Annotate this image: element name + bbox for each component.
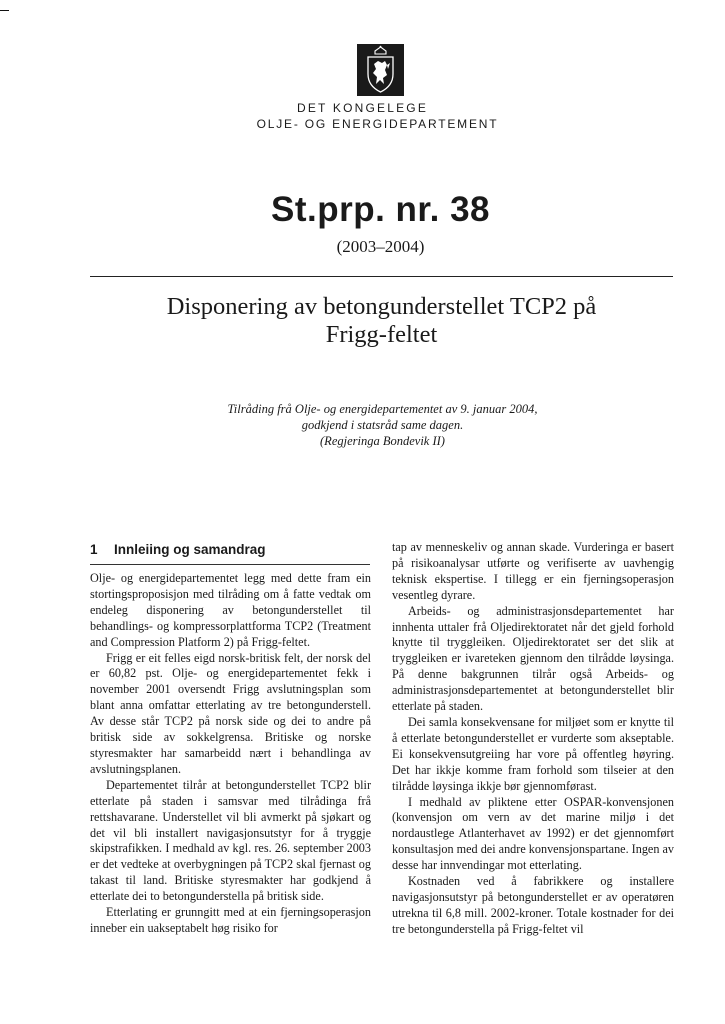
subject-line-2: Frigg-feltet bbox=[325, 321, 438, 348]
document-years: (2003–2004) bbox=[336, 237, 425, 256]
paragraph: tap av menneskeliv og annan skade. Vurderinga er basert på risikoanalysar utførte og verifiserte av uavhengig teknisk ekspertise. I tillegg er ein fjerningsoperasjon vesentleg dyrare. bbox=[392, 540, 674, 602]
section-title: Innleiing og samandrag bbox=[114, 542, 266, 557]
approval-line-2: godkjend i statsråd same dagen. bbox=[301, 418, 464, 432]
approval-line-3: (Regjeringa Bondevik II) bbox=[320, 434, 445, 448]
department-line-2: OLJE- OG ENERGIDEPARTEMENT bbox=[256, 117, 499, 131]
approval-line-1: Tilråding frå Olje- og energidepartementet av 9. januar 2004, bbox=[227, 402, 538, 416]
left-column bbox=[90, 571, 371, 937]
section-heading bbox=[90, 542, 370, 557]
corner-crop-mark bbox=[0, 10, 9, 11]
right-column bbox=[392, 540, 674, 938]
paragraph: Kostnaden ved å fabrikkere og installere navigasjonsutstyr på betongunderstellet er av operatøren utrekna til 6,8 mill. 2002-kroner. Totale kostnader for dei tre betongunderstella på Frigg-feltet vil bbox=[392, 874, 674, 936]
subject-line-1: Disponering av betongunderstellet TCP2 på bbox=[166, 293, 597, 320]
department-name bbox=[0, 100, 725, 132]
paragraph: Arbeids- og administrasjonsdepartementet har innhenta uttaler frå Oljedirektoratet når det gjeld forhold knytte til tryggleiken. Oljedirektoratet ser det slik at tryggleiken er ivareteken gjennom den tilrådde løysinga. På denne bakgrunnen tilrår også Arbeids- og administrasjonsdepartementet at betongunderstellet blir etterlate på staden. bbox=[392, 603, 674, 714]
coat-of-arms-icon bbox=[357, 44, 404, 96]
paragraph: I medhald av pliktene etter OSPAR-konvensjonen (konvensjon om vern av det marine miljø i det nordaustlege Atlanterhavet av 1992) er det gjennomført konsultasjon med dei andre konvensjonspartane. Ingen av desse har innvendingar mot etterlating. bbox=[392, 794, 674, 873]
document-subject bbox=[90, 293, 673, 349]
paragraph: Etterlating er grunngitt med at ein fjerningsoperasjon inneber ein uakseptabelt høg risiko for bbox=[90, 905, 371, 935]
paragraph: Frigg er eit felles eigd norsk-britisk felt, der norsk del er 60,82 pst. Olje- og energidepartementet fekk i november 2001 oversendt Frigg avslutningsplan som blant anna omfattar etterlating av tre betongunderstell. Av desse står TCP2 på norsk side og dei to andre på britisk side av sokkelgrensa. Britiske og norske styresmakter har samarbeidd nært i behandlinga av avslutningsplanen. bbox=[90, 650, 371, 776]
title-divider bbox=[90, 276, 673, 277]
section-divider bbox=[90, 564, 370, 565]
document-title: St.prp. nr. 38 bbox=[271, 190, 490, 229]
paragraph: Dei samla konsekvensane for miljøet som er knytte til å etterlate betongunderstellet er vurderte som akseptable. Ei konsekvensutgreiing har vore på offentleg høyring. Det har ikkje komme fram forhold som tilseier at den tilrådde løysinga ikkje bør gjennomførast. bbox=[392, 714, 674, 793]
paragraph: Departementet tilrår at betongunderstellet TCP2 blir etterlate på staden i samsvar med tilrådinga frå rettshavarane. Understellet vil bli avmerkt på sjøkart og det vil bli installert navigasjonsutstyr for å tryggje skipstrafikken. I medhald av kgl. res. 26. september 2003 er det vedteke at overbygningen på TCP2 skal fjernast og takast til land. Britiske styresmakter har godkjend å etterlate dei to betongunderstella på britisk side. bbox=[90, 777, 371, 904]
department-line-1: DET KONGELEGE bbox=[296, 101, 429, 115]
section-number: 1 bbox=[90, 542, 98, 557]
paragraph: Olje- og energidepartementet legg med dette fram ein stortingsproposisjon med tilråding om å fatte vedtak om endeleg disponering av betongunderstellet til behandlings- og kompressorplattforma TCP2 (Treatment and Compression Platform 2) på Frigg-feltet. bbox=[90, 571, 371, 649]
approval-note bbox=[90, 401, 673, 449]
